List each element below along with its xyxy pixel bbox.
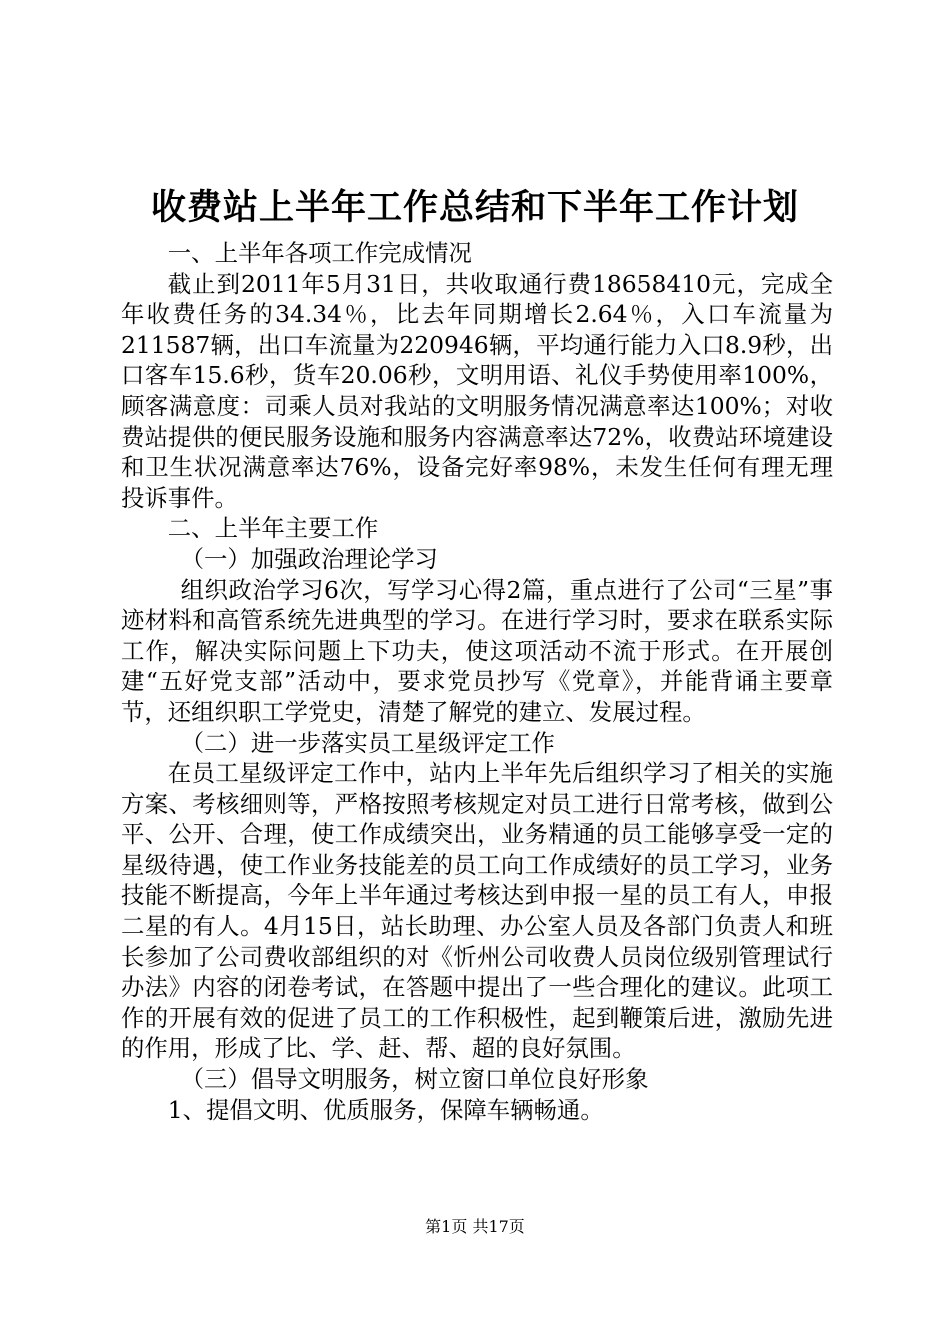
paragraph-service-item-1: 1、提倡文明、优质服务，保障车辆畅通。 [167, 1095, 604, 1124]
paragraph-political-study: 组织政治学习6次，写学习心得2篇，重点进行了公司“三星”事迹材料和高管系统先进典型的学习。在进行学习时，要求在联系实际工作，解决实际问题上下功夫，使这项活动不流于形式。在开展创建“五好党支部”活动中，要求党员抄写《党章》，并能背诵主要章节，还组织职工学党史，清楚了解党的建立、发展过程。 [121, 575, 833, 726]
paragraph-results: 截止到2011年5月31日，共收取通行费18658410元，完成全年收费任务的34.34％，比去年同期增长2.64％，入口车流量为211587辆，出口车流量为220946辆，平均通行能力入口8.9秒，出口客车15.6秒，货车20.06秒，文明用语、礼仪手势使用率100%，顾客满意度：司乘人员对我站的文明服务情况满意率达100%；对收费站提供的便民服务设施和服务内容满意率达72%，收费站环境建设和卫生状况满意率达76%，设备完好率98%，未发生任何有理无理投诉事件。 [121, 269, 833, 512]
subsection-heading-3: （三）倡导文明服务，树立窗口单位良好形象 [180, 1065, 649, 1094]
document-title: 收费站上半年工作总结和下半年工作计划 [150, 187, 799, 228]
paragraph-star-rating: 在员工星级评定工作中，站内上半年先后组织学习了相关的实施方案、考核细则等，严格按照考核规定对员工进行日常考核，做到公平、公开、合理，使工作成绩突出，业务精通的员工能够享受一定的星级待遇，使工作业务技能差的员工向工作成绩好的员工学习，业务技能不断提高，今年上半年通过考核达到申报一星的员工有人，申报二星的有人。4月15日，站长助理、办公室人员及各部门负责人和班长参加了公司费收部组织的对《忻州公司收费人员岗位级别管理试行办法》内容的闭卷考试，在答题中提出了一些合理化的建议。此项工作的开展有效的促进了员工的工作积极性，起到鞭策后进，激励先进的作用，形成了比、学、赶、帮、超的良好氛围。 [121, 759, 833, 1063]
subsection-heading-2: （二）进一步落实员工星级评定工作 [180, 728, 555, 757]
section-heading-2: 二、上半年主要工作 [167, 514, 379, 543]
document-body [121, 238, 833, 1125]
subsection-heading-1: （一）加强政治理论学习 [180, 544, 438, 573]
page-footer: 第1页 共17页 [425, 1217, 525, 1236]
section-heading-1: 一、上半年各项工作完成情况 [167, 239, 472, 267]
